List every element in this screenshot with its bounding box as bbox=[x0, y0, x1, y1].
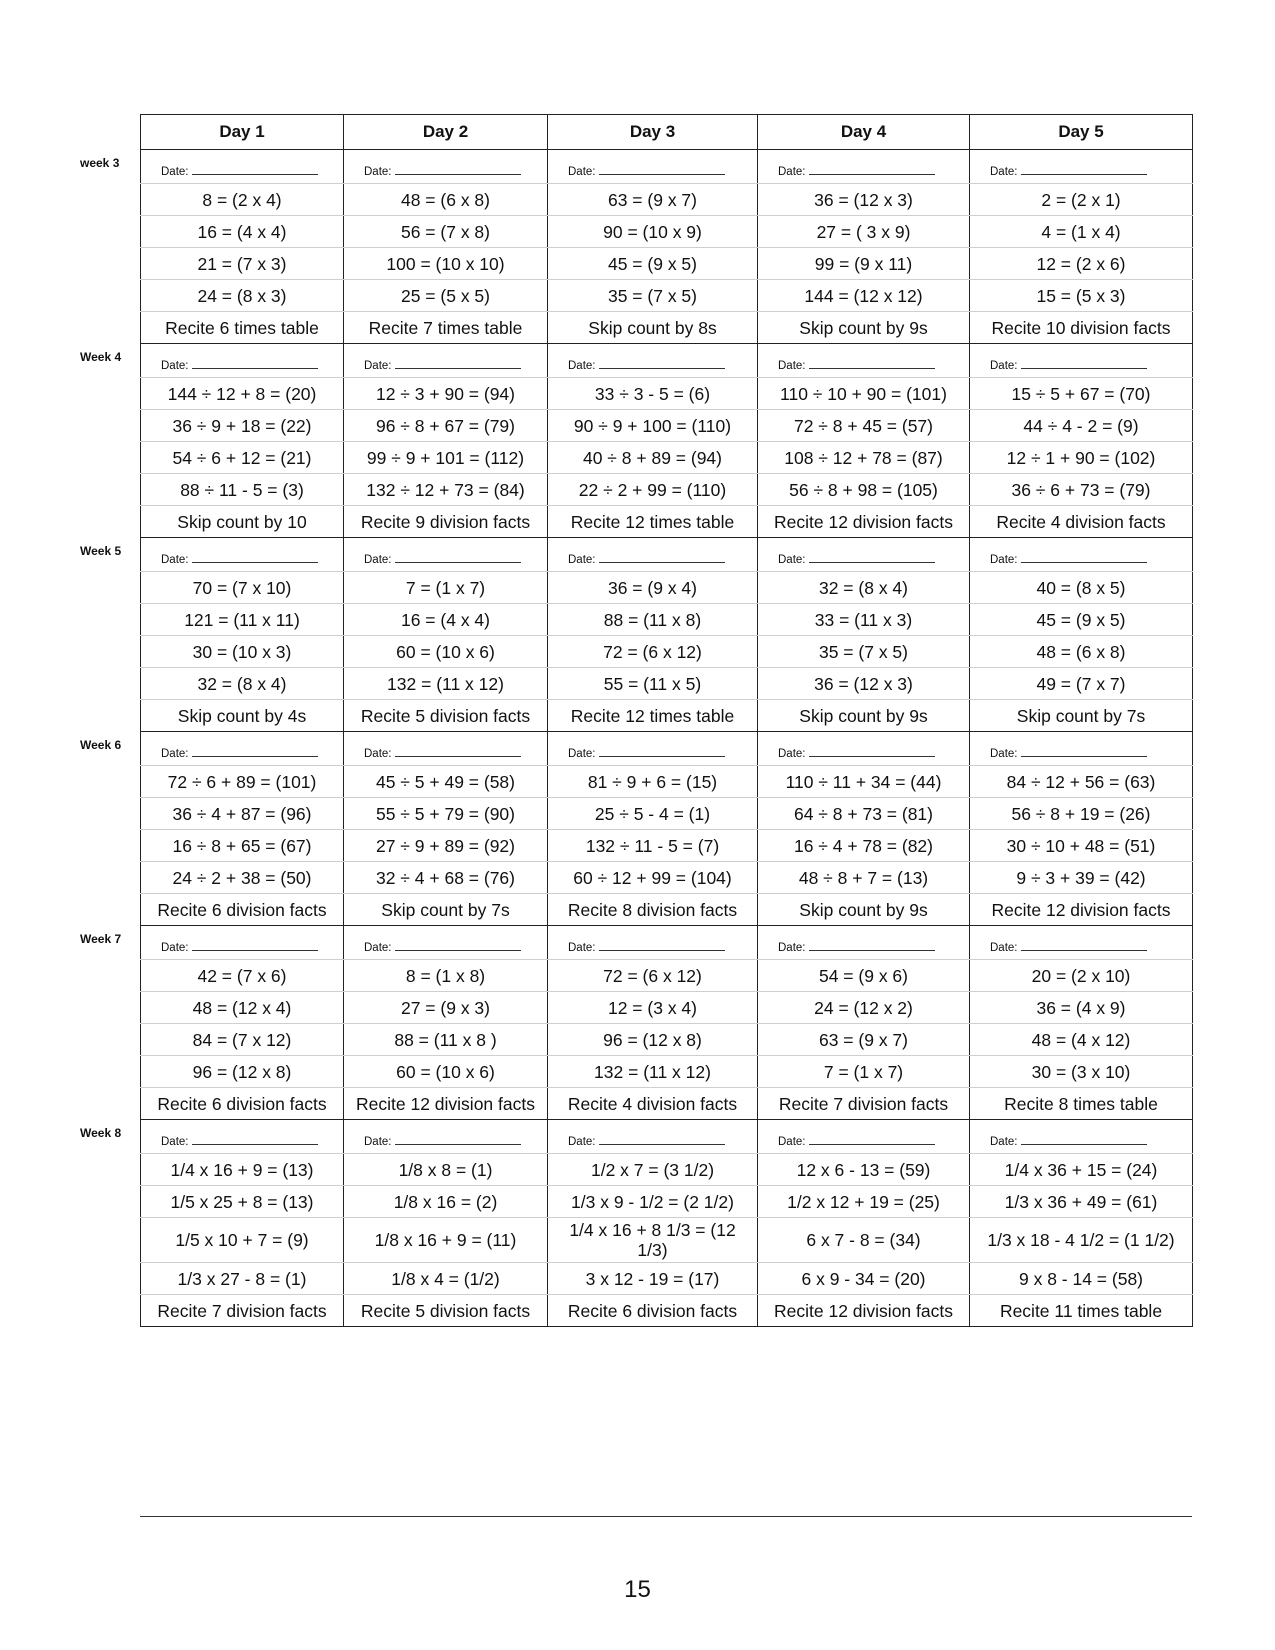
problem-cell: 40 = (8 x 5) bbox=[970, 572, 1193, 604]
date-blank-line[interactable] bbox=[1021, 940, 1147, 951]
date-row bbox=[141, 344, 1193, 378]
table-row bbox=[141, 312, 1193, 344]
weeks-body bbox=[141, 150, 1193, 1327]
problem-cell: 1/8 x 16 = (2) bbox=[344, 1186, 548, 1218]
task-cell: Skip count by 9s bbox=[758, 312, 970, 344]
table-row bbox=[141, 442, 1193, 474]
date-blank-line[interactable] bbox=[192, 1134, 318, 1145]
date-field[interactable] bbox=[344, 1120, 548, 1154]
problem-cell: 15 = (5 x 3) bbox=[970, 280, 1193, 312]
problem-cell: 110 ÷ 10 + 90 = (101) bbox=[758, 378, 970, 410]
table-row bbox=[141, 894, 1193, 926]
task-cell: Skip count by 7s bbox=[344, 894, 548, 926]
task-cell: Skip count by 8s bbox=[548, 312, 758, 344]
problem-cell: 99 = (9 x 11) bbox=[758, 248, 970, 280]
problem-cell: 48 = (6 x 8) bbox=[344, 184, 548, 216]
problem-cell: 56 ÷ 8 + 98 = (105) bbox=[758, 474, 970, 506]
date-field[interactable] bbox=[970, 926, 1193, 960]
day-header: Day 3 bbox=[548, 115, 758, 150]
date-label: Date: bbox=[778, 748, 806, 760]
task-cell: Recite 11 times table bbox=[970, 1295, 1193, 1327]
date-field[interactable] bbox=[970, 538, 1193, 572]
problem-cell: 25 ÷ 5 - 4 = (1) bbox=[548, 798, 758, 830]
problem-cell: 99 ÷ 9 + 101 = (112) bbox=[344, 442, 548, 474]
problem-cell: 6 x 9 - 34 = (20) bbox=[758, 1263, 970, 1295]
task-cell: Recite 12 division facts bbox=[758, 506, 970, 538]
problem-cell: 56 ÷ 8 + 19 = (26) bbox=[970, 798, 1193, 830]
date-label: Date: bbox=[990, 360, 1018, 372]
week-label: Week 4 bbox=[80, 349, 122, 364]
date-blank-line[interactable] bbox=[192, 358, 318, 369]
problem-cell: 30 = (3 x 10) bbox=[970, 1056, 1193, 1088]
problem-cell: 70 = (7 x 10) bbox=[141, 572, 344, 604]
date-label: Date: bbox=[161, 942, 189, 954]
problem-cell: 1/3 x 9 - 1/2 = (2 1/2) bbox=[548, 1186, 758, 1218]
problem-cell: 1/3 x 18 - 4 1/2 = (1 1/2) bbox=[970, 1218, 1193, 1263]
date-label: Date: bbox=[568, 360, 596, 372]
date-field[interactable] bbox=[758, 732, 970, 766]
date-blank-line[interactable] bbox=[395, 746, 521, 757]
date-field[interactable] bbox=[141, 926, 344, 960]
problem-cell: 144 = (12 x 12) bbox=[758, 280, 970, 312]
week-label: Week 8 bbox=[80, 1125, 122, 1140]
date-label: Date: bbox=[778, 360, 806, 372]
table-row bbox=[141, 1024, 1193, 1056]
date-label: Date: bbox=[568, 1136, 596, 1148]
date-field[interactable] bbox=[141, 150, 344, 184]
task-cell: Skip count by 4s bbox=[141, 700, 344, 732]
problem-cell: 1/4 x 36 + 15 = (24) bbox=[970, 1154, 1193, 1186]
header-row bbox=[141, 115, 1193, 150]
problem-cell: 15 ÷ 5 + 67 = (70) bbox=[970, 378, 1193, 410]
task-cell: Recite 7 division facts bbox=[141, 1295, 344, 1327]
problem-cell: 1/3 x 27 - 8 = (1) bbox=[141, 1263, 344, 1295]
task-cell: Recite 7 division facts bbox=[758, 1088, 970, 1120]
task-cell: Recite 7 times table bbox=[344, 312, 548, 344]
date-field[interactable] bbox=[344, 538, 548, 572]
problem-cell: 1/8 x 8 = (1) bbox=[344, 1154, 548, 1186]
problem-cell: 7 = (1 x 7) bbox=[758, 1056, 970, 1088]
date-label: Date: bbox=[161, 1136, 189, 1148]
table-row bbox=[141, 862, 1193, 894]
task-cell: Skip count by 10 bbox=[141, 506, 344, 538]
date-field[interactable] bbox=[141, 344, 344, 378]
problem-cell: 84 = (7 x 12) bbox=[141, 1024, 344, 1056]
table-row bbox=[141, 830, 1193, 862]
date-blank-line[interactable] bbox=[1021, 552, 1147, 563]
problem-cell: 40 ÷ 8 + 89 = (94) bbox=[548, 442, 758, 474]
table-row bbox=[141, 216, 1193, 248]
week-label: Week 5 bbox=[80, 543, 122, 558]
date-blank-line[interactable] bbox=[809, 746, 935, 757]
problem-cell: 1/2 x 12 + 19 = (25) bbox=[758, 1186, 970, 1218]
table-row bbox=[141, 1088, 1193, 1120]
date-label: Date: bbox=[568, 166, 596, 178]
problem-cell: 88 ÷ 11 - 5 = (3) bbox=[141, 474, 344, 506]
problem-cell: 32 = (8 x 4) bbox=[141, 668, 344, 700]
date-label: Date: bbox=[364, 360, 392, 372]
week-label: Week 6 bbox=[80, 737, 122, 752]
date-row bbox=[141, 1120, 1193, 1154]
date-field[interactable] bbox=[141, 1120, 344, 1154]
problem-cell: 35 = (7 x 5) bbox=[758, 636, 970, 668]
task-cell: Recite 8 division facts bbox=[548, 894, 758, 926]
problem-cell: 63 = (9 x 7) bbox=[548, 184, 758, 216]
date-blank-line[interactable] bbox=[599, 1134, 725, 1145]
date-field[interactable] bbox=[548, 926, 758, 960]
date-blank-line[interactable] bbox=[599, 940, 725, 951]
date-field[interactable] bbox=[758, 344, 970, 378]
problem-cell: 36 = (9 x 4) bbox=[548, 572, 758, 604]
problem-cell: 3 x 12 - 19 = (17) bbox=[548, 1263, 758, 1295]
task-cell: Skip count by 7s bbox=[970, 700, 1193, 732]
table-row bbox=[141, 668, 1193, 700]
problem-cell: 96 = (12 x 8) bbox=[548, 1024, 758, 1056]
date-blank-line[interactable] bbox=[599, 552, 725, 563]
date-field[interactable] bbox=[344, 344, 548, 378]
date-row bbox=[141, 150, 1193, 184]
problem-cell: 21 = (7 x 3) bbox=[141, 248, 344, 280]
task-cell: Recite 6 division facts bbox=[141, 1088, 344, 1120]
table-row bbox=[141, 248, 1193, 280]
date-blank-line[interactable] bbox=[809, 358, 935, 369]
problem-cell: 27 ÷ 9 + 89 = (92) bbox=[344, 830, 548, 862]
problem-cell: 20 = (2 x 10) bbox=[970, 960, 1193, 992]
table-row bbox=[141, 410, 1193, 442]
table-row bbox=[141, 766, 1193, 798]
date-row bbox=[141, 926, 1193, 960]
problem-cell: 45 ÷ 5 + 49 = (58) bbox=[344, 766, 548, 798]
problem-cell: 36 ÷ 6 + 73 = (79) bbox=[970, 474, 1193, 506]
problem-cell: 96 = (12 x 8) bbox=[141, 1056, 344, 1088]
footer-rule bbox=[140, 1516, 1192, 1517]
date-label: Date: bbox=[364, 554, 392, 566]
date-label: Date: bbox=[364, 942, 392, 954]
problem-cell: 36 ÷ 4 + 87 = (96) bbox=[141, 798, 344, 830]
date-label: Date: bbox=[568, 942, 596, 954]
date-field[interactable] bbox=[548, 150, 758, 184]
problem-cell: 108 ÷ 12 + 78 = (87) bbox=[758, 442, 970, 474]
problem-cell: 132 ÷ 11 - 5 = (7) bbox=[548, 830, 758, 862]
date-blank-line[interactable] bbox=[395, 164, 521, 175]
problem-cell: 33 ÷ 3 - 5 = (6) bbox=[548, 378, 758, 410]
task-cell: Recite 6 division facts bbox=[548, 1295, 758, 1327]
page-number: 15 bbox=[624, 1576, 651, 1603]
problem-cell: 1/8 x 16 + 9 = (11) bbox=[344, 1218, 548, 1263]
problem-cell: 16 = (4 x 4) bbox=[344, 604, 548, 636]
problem-cell: 96 ÷ 8 + 67 = (79) bbox=[344, 410, 548, 442]
problem-cell: 72 = (6 x 12) bbox=[548, 636, 758, 668]
table-row bbox=[141, 280, 1193, 312]
date-field[interactable] bbox=[970, 344, 1193, 378]
date-label: Date: bbox=[990, 1136, 1018, 1148]
task-cell: Recite 4 division facts bbox=[970, 506, 1193, 538]
problem-cell: 81 ÷ 9 + 6 = (15) bbox=[548, 766, 758, 798]
problem-cell: 8 = (1 x 8) bbox=[344, 960, 548, 992]
problem-cell: 88 = (11 x 8 ) bbox=[344, 1024, 548, 1056]
table-row bbox=[141, 378, 1193, 410]
table-row bbox=[141, 798, 1193, 830]
date-blank-line[interactable] bbox=[192, 164, 318, 175]
task-cell: Recite 12 division facts bbox=[344, 1088, 548, 1120]
problem-cell: 1/8 x 4 = (1/2) bbox=[344, 1263, 548, 1295]
date-label: Date: bbox=[568, 748, 596, 760]
date-label: Date: bbox=[161, 748, 189, 760]
date-blank-line[interactable] bbox=[809, 940, 935, 951]
problem-cell: 22 ÷ 2 + 99 = (110) bbox=[548, 474, 758, 506]
problem-cell: 36 = (12 x 3) bbox=[758, 668, 970, 700]
problem-cell: 16 ÷ 8 + 65 = (67) bbox=[141, 830, 344, 862]
date-label: Date: bbox=[990, 942, 1018, 954]
task-cell: Recite 4 division facts bbox=[548, 1088, 758, 1120]
problem-cell: 49 = (7 x 7) bbox=[970, 668, 1193, 700]
date-label: Date: bbox=[990, 166, 1018, 178]
day-header: Day 1 bbox=[141, 115, 344, 150]
task-cell: Recite 12 times table bbox=[548, 700, 758, 732]
date-label: Date: bbox=[778, 1136, 806, 1148]
problem-cell: 16 ÷ 4 + 78 = (82) bbox=[758, 830, 970, 862]
problem-cell: 88 = (11 x 8) bbox=[548, 604, 758, 636]
problem-cell: 48 = (4 x 12) bbox=[970, 1024, 1193, 1056]
problem-cell: 12 = (3 x 4) bbox=[548, 992, 758, 1024]
date-blank-line[interactable] bbox=[192, 552, 318, 563]
date-label: Date: bbox=[778, 554, 806, 566]
date-label: Date: bbox=[364, 1136, 392, 1148]
problem-cell: 1/2 x 7 = (3 1/2) bbox=[548, 1154, 758, 1186]
problem-cell: 54 = (9 x 6) bbox=[758, 960, 970, 992]
date-label: Date: bbox=[364, 166, 392, 178]
date-field[interactable] bbox=[141, 732, 344, 766]
date-label: Date: bbox=[161, 554, 189, 566]
problem-cell: 33 = (11 x 3) bbox=[758, 604, 970, 636]
date-blank-line[interactable] bbox=[599, 358, 725, 369]
date-field[interactable] bbox=[548, 732, 758, 766]
problem-cell: 72 ÷ 8 + 45 = (57) bbox=[758, 410, 970, 442]
table-row bbox=[141, 1186, 1193, 1218]
date-field[interactable] bbox=[758, 1120, 970, 1154]
problem-cell: 132 ÷ 12 + 73 = (84) bbox=[344, 474, 548, 506]
problem-cell: 30 ÷ 10 + 48 = (51) bbox=[970, 830, 1193, 862]
table-row bbox=[141, 604, 1193, 636]
table-row bbox=[141, 184, 1193, 216]
problem-cell: 6 x 7 - 8 = (34) bbox=[758, 1218, 970, 1263]
problem-cell: 60 = (10 x 6) bbox=[344, 1056, 548, 1088]
table-row bbox=[141, 636, 1193, 668]
table-row bbox=[141, 572, 1193, 604]
problem-cell: 45 = (9 x 5) bbox=[970, 604, 1193, 636]
date-blank-line[interactable] bbox=[192, 746, 318, 757]
task-cell: Recite 8 times table bbox=[970, 1088, 1193, 1120]
task-cell: Recite 6 times table bbox=[141, 312, 344, 344]
table-row bbox=[141, 700, 1193, 732]
problem-cell: 144 ÷ 12 + 8 = (20) bbox=[141, 378, 344, 410]
task-cell: Recite 12 division facts bbox=[758, 1295, 970, 1327]
problem-cell: 2 = (2 x 1) bbox=[970, 184, 1193, 216]
problem-cell: 35 = (7 x 5) bbox=[548, 280, 758, 312]
task-cell: Skip count by 9s bbox=[758, 700, 970, 732]
task-cell: Recite 9 division facts bbox=[344, 506, 548, 538]
problem-cell: 90 ÷ 9 + 100 = (110) bbox=[548, 410, 758, 442]
task-cell: Recite 5 division facts bbox=[344, 700, 548, 732]
problem-cell: 4 = (1 x 4) bbox=[970, 216, 1193, 248]
table-row bbox=[141, 992, 1193, 1024]
problem-cell: 54 ÷ 6 + 12 = (21) bbox=[141, 442, 344, 474]
table-row bbox=[141, 1056, 1193, 1088]
problem-cell: 132 = (11 x 12) bbox=[344, 668, 548, 700]
date-blank-line[interactable] bbox=[1021, 358, 1147, 369]
week-label: week 3 bbox=[80, 155, 120, 170]
date-blank-line[interactable] bbox=[809, 1134, 935, 1145]
date-blank-line[interactable] bbox=[599, 164, 725, 175]
problem-cell: 9 ÷ 3 + 39 = (42) bbox=[970, 862, 1193, 894]
date-blank-line[interactable] bbox=[599, 746, 725, 757]
problem-cell: 8 = (2 x 4) bbox=[141, 184, 344, 216]
problem-cell: 12 x 6 - 13 = (59) bbox=[758, 1154, 970, 1186]
date-field[interactable] bbox=[758, 926, 970, 960]
day-header: Day 5 bbox=[970, 115, 1193, 150]
task-cell: Recite 12 division facts bbox=[970, 894, 1193, 926]
problem-cell: 27 = (9 x 3) bbox=[344, 992, 548, 1024]
date-label: Date: bbox=[990, 554, 1018, 566]
task-cell: Recite 5 division facts bbox=[344, 1295, 548, 1327]
date-field[interactable] bbox=[758, 538, 970, 572]
problem-cell: 36 ÷ 9 + 18 = (22) bbox=[141, 410, 344, 442]
date-field[interactable] bbox=[970, 1120, 1193, 1154]
problem-cell: 9 x 8 - 14 = (58) bbox=[970, 1263, 1193, 1295]
table-row bbox=[141, 960, 1193, 992]
problem-cell: 24 = (12 x 2) bbox=[758, 992, 970, 1024]
problem-cell: 12 ÷ 3 + 90 = (94) bbox=[344, 378, 548, 410]
problem-cell: 32 ÷ 4 + 68 = (76) bbox=[344, 862, 548, 894]
week-label: Week 7 bbox=[80, 931, 122, 946]
date-blank-line[interactable] bbox=[192, 940, 318, 951]
problem-cell: 48 = (6 x 8) bbox=[970, 636, 1193, 668]
problem-cell: 48 = (12 x 4) bbox=[141, 992, 344, 1024]
problem-cell: 12 = (2 x 6) bbox=[970, 248, 1193, 280]
problem-cell: 55 = (11 x 5) bbox=[548, 668, 758, 700]
problem-cell: 100 = (10 x 10) bbox=[344, 248, 548, 280]
problem-cell: 24 ÷ 2 + 38 = (50) bbox=[141, 862, 344, 894]
problem-cell: 72 = (6 x 12) bbox=[548, 960, 758, 992]
table-row bbox=[141, 1154, 1193, 1186]
problem-cell: 36 = (4 x 9) bbox=[970, 992, 1193, 1024]
problem-cell: 90 = (10 x 9) bbox=[548, 216, 758, 248]
table-row bbox=[141, 474, 1193, 506]
problem-cell: 32 = (8 x 4) bbox=[758, 572, 970, 604]
problem-cell: 63 = (9 x 7) bbox=[758, 1024, 970, 1056]
task-cell: Recite 12 times table bbox=[548, 506, 758, 538]
date-row bbox=[141, 732, 1193, 766]
date-field[interactable] bbox=[758, 150, 970, 184]
day-header: Day 2 bbox=[344, 115, 548, 150]
date-field[interactable] bbox=[970, 732, 1193, 766]
table-row bbox=[141, 1263, 1193, 1295]
date-blank-line[interactable] bbox=[395, 940, 521, 951]
problem-cell: 24 = (8 x 3) bbox=[141, 280, 344, 312]
problem-cell: 27 = ( 3 x 9) bbox=[758, 216, 970, 248]
problem-cell: 56 = (7 x 8) bbox=[344, 216, 548, 248]
problem-cell: 1/3 x 36 + 49 = (61) bbox=[970, 1186, 1193, 1218]
date-label: Date: bbox=[161, 360, 189, 372]
problem-cell: 25 = (5 x 5) bbox=[344, 280, 548, 312]
problem-cell: 12 ÷ 1 + 90 = (102) bbox=[970, 442, 1193, 474]
date-field[interactable] bbox=[141, 538, 344, 572]
problem-cell: 44 ÷ 4 - 2 = (9) bbox=[970, 410, 1193, 442]
problem-cell: 42 = (7 x 6) bbox=[141, 960, 344, 992]
problem-cell: 16 = (4 x 4) bbox=[141, 216, 344, 248]
task-cell: Skip count by 9s bbox=[758, 894, 970, 926]
date-blank-line[interactable] bbox=[809, 164, 935, 175]
problem-cell: 30 = (10 x 3) bbox=[141, 636, 344, 668]
problem-cell: 64 ÷ 8 + 73 = (81) bbox=[758, 798, 970, 830]
date-blank-line[interactable] bbox=[1021, 164, 1147, 175]
problem-cell: 1/4 x 16 + 8 1/3 = (12 1/3) bbox=[548, 1218, 758, 1263]
date-field[interactable] bbox=[548, 538, 758, 572]
date-label: Date: bbox=[364, 748, 392, 760]
date-label: Date: bbox=[778, 166, 806, 178]
problem-cell: 121 = (11 x 11) bbox=[141, 604, 344, 636]
day-header: Day 4 bbox=[758, 115, 970, 150]
date-blank-line[interactable] bbox=[1021, 1134, 1147, 1145]
problem-cell: 36 = (12 x 3) bbox=[758, 184, 970, 216]
table-row bbox=[141, 506, 1193, 538]
date-field[interactable] bbox=[548, 1120, 758, 1154]
problem-cell: 1/5 x 25 + 8 = (13) bbox=[141, 1186, 344, 1218]
problem-cell: 84 ÷ 12 + 56 = (63) bbox=[970, 766, 1193, 798]
date-blank-line[interactable] bbox=[809, 552, 935, 563]
problem-cell: 132 = (11 x 12) bbox=[548, 1056, 758, 1088]
date-field[interactable] bbox=[970, 150, 1193, 184]
date-field[interactable] bbox=[548, 344, 758, 378]
problem-cell: 110 ÷ 11 + 34 = (44) bbox=[758, 766, 970, 798]
date-label: Date: bbox=[778, 942, 806, 954]
task-cell: Recite 6 division facts bbox=[141, 894, 344, 926]
table-row bbox=[141, 1295, 1193, 1327]
problem-cell: 45 = (9 x 5) bbox=[548, 248, 758, 280]
task-cell: Recite 10 division facts bbox=[970, 312, 1193, 344]
date-label: Date: bbox=[161, 166, 189, 178]
practice-schedule-table bbox=[140, 114, 1193, 1327]
date-field[interactable] bbox=[344, 732, 548, 766]
problem-cell: 48 ÷ 8 + 7 = (13) bbox=[758, 862, 970, 894]
problem-cell: 7 = (1 x 7) bbox=[344, 572, 548, 604]
problem-cell: 1/5 x 10 + 7 = (9) bbox=[141, 1218, 344, 1263]
problem-cell: 1/4 x 16 + 9 = (13) bbox=[141, 1154, 344, 1186]
table-row bbox=[141, 1218, 1193, 1263]
date-label: Date: bbox=[990, 748, 1018, 760]
date-label: Date: bbox=[568, 554, 596, 566]
date-row bbox=[141, 538, 1193, 572]
date-field[interactable] bbox=[344, 150, 548, 184]
problem-cell: 72 ÷ 6 + 89 = (101) bbox=[141, 766, 344, 798]
problem-cell: 60 = (10 x 6) bbox=[344, 636, 548, 668]
date-blank-line[interactable] bbox=[1021, 746, 1147, 757]
problem-cell: 55 ÷ 5 + 79 = (90) bbox=[344, 798, 548, 830]
date-blank-line[interactable] bbox=[395, 358, 521, 369]
date-blank-line[interactable] bbox=[395, 552, 521, 563]
date-blank-line[interactable] bbox=[395, 1134, 521, 1145]
problem-cell: 60 ÷ 12 + 99 = (104) bbox=[548, 862, 758, 894]
date-field[interactable] bbox=[344, 926, 548, 960]
